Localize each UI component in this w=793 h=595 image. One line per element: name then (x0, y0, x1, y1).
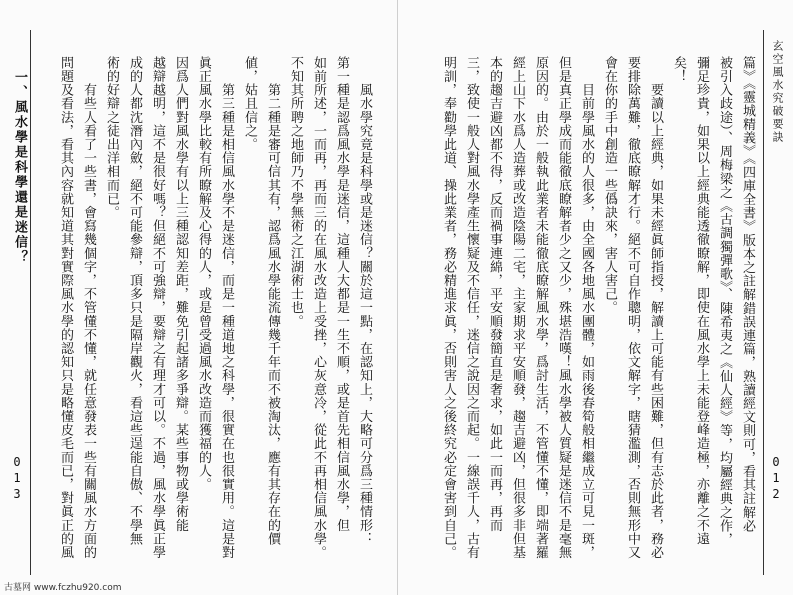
text-line: 明訓，奉勸學此道、操此業者，務必精進求眞，否則害人之後終究必定會害到自己。 (441, 56, 456, 560)
page-number: 013 (10, 455, 24, 503)
text-line: 因爲人們對風水學有以上三種認知差距，難免引起諸多爭辯。某些事物或學術能 (173, 56, 188, 532)
text-line: 要排除萬難，徹底瞭解才行。絕不可自作聰明，依文解字，瞎猜濫測，否則無形中又 (625, 56, 640, 560)
text-line: 會在你的手中創造一些僞訣來，害人害己。 (602, 56, 617, 315)
text-line: 三，致使一般人對風水學產生懷疑及不信任，迷信之說因之而起。一線誤千人，古有 (464, 56, 479, 560)
text-line: 第二種是審可信其有，認爲風水學能流傳幾千年而不被淘汰，應有其存在的價 (265, 56, 280, 546)
text-line: 本的趨吉避凶都不得，反而禍事連綿，平安順發簡直是奢求，如此一而再，再而 (487, 56, 502, 532)
running-header: 玄空風水究破要訣 (771, 40, 784, 144)
text-line: 越辯越明，這不是很好嗎？但絕不可強辯，要辯之有理才可以。不過，風水學眞正學 (150, 56, 165, 560)
text-line: 原因的。由於一般執此業者未能徹底瞭解風水學，爲討生活，不管懂不懂，即端著羅 (533, 56, 548, 560)
text-line: 矣！ (671, 56, 686, 84)
text-line: 風水學究竟是科學或是迷信？關於這一點，在認知上，大略可分爲三種情形： (357, 56, 372, 546)
text-line: 目前學風水的人很多，由全國各地風水團體，如雨後春筍般相繼成立可見一斑， (579, 56, 594, 560)
text-line: 有些人看了一些書，會寫幾個字，不管懂不懂，就任意發表一些有關風水方面的 (81, 56, 96, 560)
text-line: 但是真正學成而能徹底瞭解者少之又少，殊堪浩嘆！風水學被人質疑是迷信不是毫無 (556, 56, 571, 560)
text-line: 被引入歧途）、周梅梁之《古調獨彈歌》、陳希夷之《仙人經》等，均屬經典之作， (717, 56, 732, 547)
watermark-footer: 古墓网 www.fczhu920.com (4, 583, 122, 593)
text-line: 要讀以上經典，如果未經眞師指授，解讀上可能有些困難，但有志於此者，務必 (648, 56, 663, 560)
text-line: 如前所述，一而再，再而三的在風水改造上受挫，心灰意冷，從此不再相信風水學。 (311, 56, 326, 560)
header-rule (30, 30, 31, 575)
text-line: 値，姑且信之。 (242, 56, 257, 152)
text-line: 成的人都沈潛內斂，絕不可能參辯，頂多只是隔岸觀火，看這些逞能自傲、不學無 (127, 56, 142, 546)
page-number: 012 (769, 455, 783, 503)
text-line: 第三種是相信風水學不是迷信，而是一種道地之科學，很實在也很實用。這是對 (219, 56, 234, 560)
text-line: 不知其所聘之地師乃不學無術之江湖術士也。 (288, 56, 303, 328)
text-line: 篇》《靈城精義》《四庫全書》版本之註解錯誤連篇，熟讀經文則可，看其註解必 (740, 56, 755, 533)
text-line: 問題及看法，看其內容就知道其對實際風水學的認知只是略懂皮毛而已，對眞正的風 (58, 56, 73, 560)
header-rule (763, 30, 764, 575)
text-line: 第一種是認爲風水學是迷信，這種人大都是一生不順，或是首先相信風水學，但 (334, 56, 349, 532)
body-text (48, 56, 376, 576)
right-page (397, 0, 793, 595)
text-line: 經上山下水爲人造葬或改造陰陽二宅，主家期求平安順發，趨吉避凶，但很多非但基 (510, 56, 525, 560)
body-text (407, 56, 759, 576)
text-line: 術的好辯之徒出洋相而已。 (104, 56, 119, 220)
text-line: 彌足珍貴，如果以上經典能透徹瞭解，即使在風水學上未能登峰造極，亦離之不遠 (694, 56, 709, 546)
section-heading: 一、風水學是科學還是迷信？ (12, 70, 27, 265)
text-line: 眞正風水學比較有所瞭解及心得的人，或是曾受過風水改造而獲福的人。 (196, 56, 211, 492)
